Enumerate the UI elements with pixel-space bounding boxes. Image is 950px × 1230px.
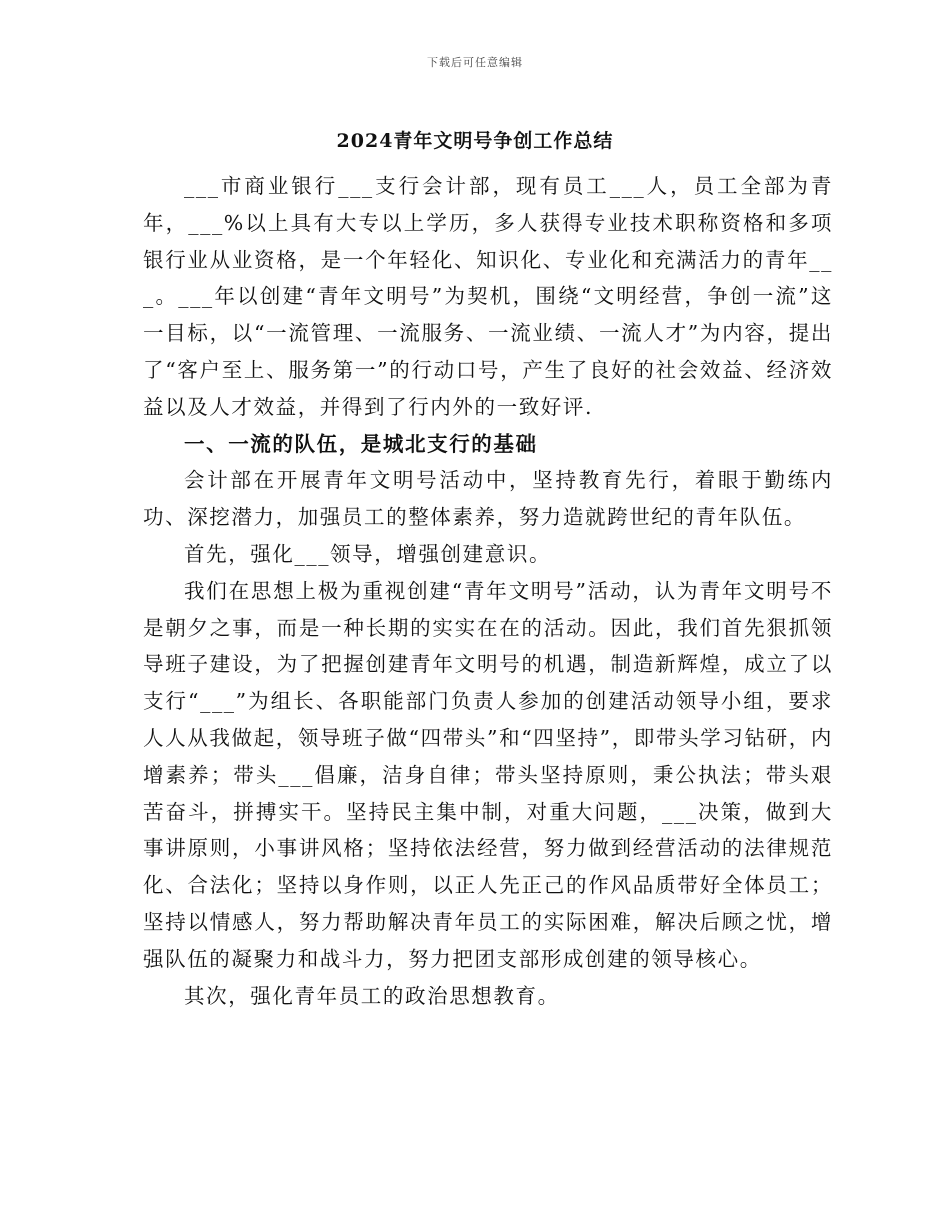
paragraph-first-point: 首先，强化___领导，增强创建意识。 bbox=[184, 541, 552, 566]
paragraph-team: 会计部在开展青年文明号活动中，坚持教育先行，着眼于勤练内功、深挖潜力，加强员工的整体素养，努力造就跨世纪的青年队伍。 bbox=[143, 468, 833, 530]
paragraph-intro: ___市商业银行___支行会计部，现有员工___人，员工全部为青年，___%以上具有大专以上学历，多人获得专业技术职称资格和多项银行业从业资格，是一个年轻化、知识化、专业化和充满活力的青年___。___年以创建“青年文明号”为契机，围绕“文明经营，争创一流”这一目标，以“一流管理、一流服务、一流业绩、一流人才”为内容，提出了“客户至上、服务第一”的行动口号，产生了良好的社会效益、经济效益以及人才效益，并得到了行内外的一致好评. bbox=[143, 174, 833, 419]
document-body bbox=[143, 168, 833, 1014]
page-header-note: 下载后可任意编辑 bbox=[427, 56, 523, 69]
paragraph-leadership: 我们在思想上极为重视创建“青年文明号”活动，认为青年文明号不是朝夕之事，而是一种长期的实实在在的活动。因此，我们首先狠抓领导班子建设，为了把握创建青年文明号的机遇，制造新辉煌，成立了以支行“___”为组长、各职能部门负责人参加的创建活动领导小组，要求人人从我做起，领导班子做“四带头”和“四坚持”，即带头学习钻研，内增素养；带头___倡廉，洁身自律；带头坚持原则，秉公执法；带头艰苦奋斗，拼搏实干。坚持民主集中制，对重大问题，___决策，做到大事讲原则，小事讲风格；坚持依法经营，努力做到经营活动的法律规范化、合法化；坚持以身作则，以正人先正己的作风品质带好全体员工；坚持以情感人，努力帮助解决青年员工的实际困难，解决后顾之忧，增强队伍的凝聚力和战斗力，努力把团支部形成创建的领导核心。 bbox=[143, 578, 833, 971]
document-title: 2024青年文明号争创工作总结 bbox=[336, 130, 614, 152]
section-heading-1: 一、一流的队伍，是城北支行的基础 bbox=[184, 431, 538, 456]
paragraph-second-point: 其次，强化青年员工的政治思想教育。 bbox=[184, 983, 560, 1008]
